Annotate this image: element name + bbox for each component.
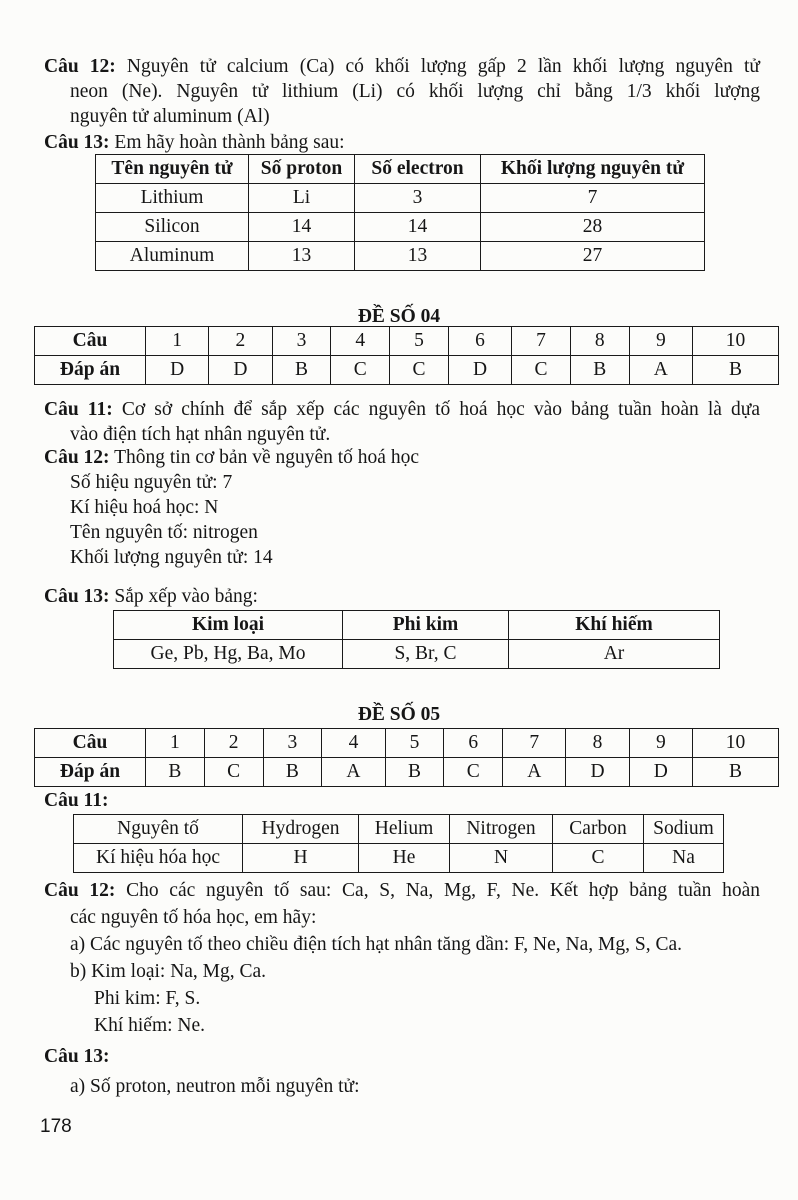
question-text: nguyên tử aluminum (Al) bbox=[70, 106, 270, 127]
cell: Hydrogen bbox=[243, 815, 359, 844]
row-label: Đáp án bbox=[35, 758, 146, 787]
table-row bbox=[96, 242, 705, 271]
cell: Carbon bbox=[553, 815, 644, 844]
cell: 27 bbox=[481, 242, 705, 271]
row-label: Câu bbox=[35, 729, 146, 758]
answer-cell: B bbox=[385, 758, 444, 787]
question-number-cell: 3 bbox=[272, 327, 331, 356]
section-title-de04: ĐỀ SỐ 04 bbox=[357, 306, 441, 327]
section-title-de05: ĐỀ SỐ 05 bbox=[357, 704, 441, 725]
table-row bbox=[74, 844, 724, 873]
table-row bbox=[74, 815, 724, 844]
question-label: Câu 13: bbox=[44, 586, 110, 607]
question-11-de05 bbox=[44, 788, 108, 813]
cell: 13 bbox=[249, 242, 355, 271]
classification-table bbox=[113, 610, 720, 669]
cell: Ar bbox=[509, 640, 720, 669]
cell: Sodium bbox=[644, 815, 724, 844]
cell: 7 bbox=[481, 184, 705, 213]
answer-cell: D bbox=[448, 356, 511, 385]
question-label: Câu 13: bbox=[44, 1046, 110, 1067]
info-line: Số hiệu nguyên tử: 7 bbox=[70, 472, 233, 493]
table-row bbox=[114, 640, 720, 669]
question-number-cell: 10 bbox=[692, 327, 778, 356]
answer-cell: B bbox=[272, 356, 331, 385]
answer-b-line: Phi kim: F, S. bbox=[94, 988, 201, 1009]
answer-cell: A bbox=[629, 356, 692, 385]
question-label: Câu 12: bbox=[44, 880, 116, 901]
answer-cell: C bbox=[444, 758, 503, 787]
question-12-de04 bbox=[44, 445, 419, 570]
question-number-cell: 4 bbox=[331, 327, 390, 356]
question-text: Nguyên tử calcium (Ca) có khối lượng gấp 2 lần khối lượng nguyên tử bbox=[126, 56, 760, 77]
answer-cell: B bbox=[146, 758, 205, 787]
answer-b-line: Khí hiếm: Ne. bbox=[94, 1015, 206, 1036]
answer-row bbox=[35, 356, 779, 385]
answer-a: a) Số proton, neutron mỗi nguyên tử: bbox=[70, 1076, 360, 1097]
question-13-de05 bbox=[44, 1042, 360, 1102]
answer-table-de04 bbox=[34, 326, 779, 385]
cell: Lithium bbox=[96, 184, 249, 213]
table-row bbox=[96, 213, 705, 242]
row-label: Câu bbox=[35, 327, 146, 356]
question-number-cell: 9 bbox=[629, 729, 692, 758]
cell: 3 bbox=[355, 184, 481, 213]
answer-cell: C bbox=[512, 356, 571, 385]
column-header: Tên nguyên tử bbox=[96, 155, 249, 184]
question-12-de03 bbox=[44, 54, 760, 129]
cell: He bbox=[359, 844, 450, 873]
cell: 14 bbox=[249, 213, 355, 242]
info-line: Khối lượng nguyên tử: 14 bbox=[70, 547, 273, 568]
question-number-cell: 8 bbox=[570, 327, 629, 356]
question-text: Thông tin cơ bản về nguyên tố hoá học bbox=[114, 447, 419, 468]
question-number-cell: 7 bbox=[503, 729, 566, 758]
answer-cell: A bbox=[322, 758, 385, 787]
cell: Na bbox=[644, 844, 724, 873]
answer-cell: C bbox=[204, 758, 263, 787]
cell: S, Br, C bbox=[343, 640, 509, 669]
answer-cell: D bbox=[209, 356, 272, 385]
question-number-cell: 8 bbox=[566, 729, 629, 758]
cell: 13 bbox=[355, 242, 481, 271]
answer-cell: D bbox=[566, 758, 629, 787]
question-number-cell: 4 bbox=[322, 729, 385, 758]
question-text: Cho các nguyên tố sau: Ca, S, Na, Mg, F, Ne. Kết hợp bảng tuần hoàn bbox=[126, 880, 760, 901]
info-line: Kí hiệu hoá học: N bbox=[70, 497, 219, 518]
question-label: Câu 11: bbox=[44, 790, 109, 811]
question-label: Câu 11: bbox=[44, 399, 113, 420]
question-row bbox=[35, 729, 779, 758]
answer-row bbox=[35, 758, 779, 787]
info-line: Tên nguyên tố: nitrogen bbox=[70, 522, 258, 543]
question-number-cell: 1 bbox=[146, 729, 205, 758]
question-number-cell: 5 bbox=[385, 729, 444, 758]
question-text: các nguyên tố hóa học, em hãy: bbox=[70, 907, 317, 928]
question-number-cell: 2 bbox=[204, 729, 263, 758]
question-text: neon (Ne). Nguyên tử lithium (Li) có khối lượng chỉ bằng 1/3 khối lượng bbox=[70, 81, 760, 102]
answer-cell: B bbox=[570, 356, 629, 385]
cell: Nitrogen bbox=[450, 815, 553, 844]
answer-cell: D bbox=[629, 758, 692, 787]
question-label: Câu 12: bbox=[44, 56, 116, 77]
question-number-cell: 7 bbox=[512, 327, 571, 356]
answer-cell: B bbox=[692, 758, 778, 787]
cell: 28 bbox=[481, 213, 705, 242]
question-label: Câu 12: bbox=[44, 447, 110, 468]
page-number: 178 bbox=[40, 1116, 72, 1137]
cell: Silicon bbox=[96, 213, 249, 242]
answer-cell: C bbox=[331, 356, 390, 385]
row-label: Đáp án bbox=[35, 356, 146, 385]
question-11-de04 bbox=[44, 397, 760, 447]
question-number-cell: 2 bbox=[209, 327, 272, 356]
cell: Aluminum bbox=[96, 242, 249, 271]
column-header: Số proton bbox=[249, 155, 355, 184]
column-header: Số electron bbox=[355, 155, 481, 184]
answer-table-de05 bbox=[34, 728, 779, 787]
question-text: Em hãy hoàn thành bảng sau: bbox=[114, 132, 345, 153]
answer-cell: A bbox=[503, 758, 566, 787]
column-header: Khối lượng nguyên tử bbox=[481, 155, 705, 184]
table-row bbox=[96, 184, 705, 213]
cell: Ge, Pb, Hg, Ba, Mo bbox=[114, 640, 343, 669]
question-row bbox=[35, 327, 779, 356]
cell: Helium bbox=[359, 815, 450, 844]
question-text: Cơ sở chính để sắp xếp các nguyên tố hoá học vào bảng tuần hoàn là dựa bbox=[121, 399, 760, 420]
question-text: vào điện tích hạt nhân nguyên tử. bbox=[70, 424, 331, 445]
column-header: Kim loại bbox=[114, 611, 343, 640]
cell: Kí hiệu hóa học bbox=[74, 844, 243, 873]
question-12-de05 bbox=[44, 877, 760, 1039]
question-13-de03 bbox=[44, 130, 345, 155]
answer-a: a) Các nguyên tố theo chiều điện tích hạt nhân tăng dần: F, Ne, Na, Mg, S, Ca. bbox=[70, 934, 683, 955]
cell: C bbox=[553, 844, 644, 873]
cell: Li bbox=[249, 184, 355, 213]
question-number-cell: 9 bbox=[629, 327, 692, 356]
question-13-de04 bbox=[44, 584, 258, 609]
atom-table bbox=[95, 154, 705, 271]
cell: 14 bbox=[355, 213, 481, 242]
cell: N bbox=[450, 844, 553, 873]
question-number-cell: 6 bbox=[444, 729, 503, 758]
column-header: Khí hiếm bbox=[509, 611, 720, 640]
question-number-cell: 3 bbox=[263, 729, 322, 758]
element-symbol-table bbox=[73, 814, 724, 873]
question-number-cell: 6 bbox=[448, 327, 511, 356]
question-label: Câu 13: bbox=[44, 132, 110, 153]
answer-cell: B bbox=[263, 758, 322, 787]
question-number-cell: 5 bbox=[390, 327, 449, 356]
answer-cell: B bbox=[692, 356, 778, 385]
answer-cell: C bbox=[390, 356, 449, 385]
question-number-cell: 10 bbox=[692, 729, 778, 758]
cell: H bbox=[243, 844, 359, 873]
question-text: Sắp xếp vào bảng: bbox=[114, 586, 258, 607]
question-number-cell: 1 bbox=[146, 327, 209, 356]
cell: Nguyên tố bbox=[74, 815, 243, 844]
answer-cell: D bbox=[146, 356, 209, 385]
answer-b: b) Kim loại: Na, Mg, Ca. bbox=[70, 961, 267, 982]
column-header: Phi kim bbox=[343, 611, 509, 640]
